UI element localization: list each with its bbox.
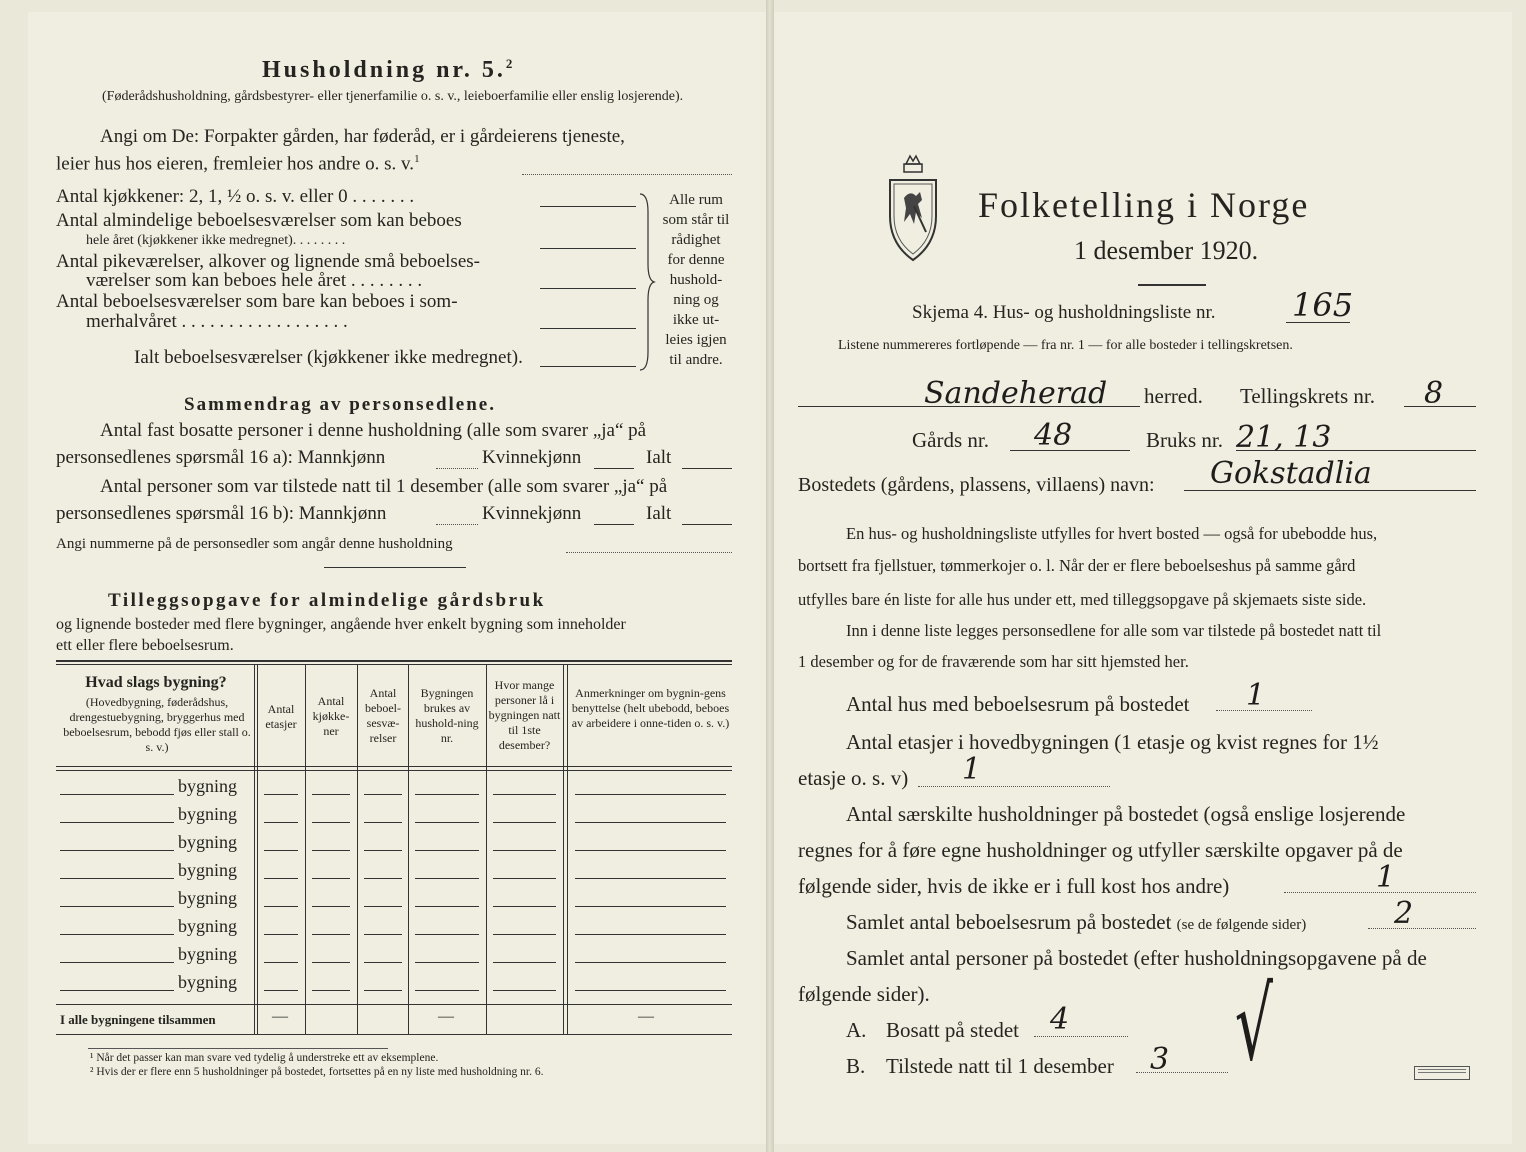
row-label: bygning (178, 888, 238, 908)
th-floors: Antal etasjer (265, 702, 297, 731)
table-cell[interactable] (415, 794, 479, 795)
row-label: bygning (178, 804, 238, 824)
table-cell[interactable] (312, 906, 350, 907)
supplement-note-1: og lignende bosteder med flere bygninger, angående hver enkelt bygning som inneholder (56, 616, 626, 633)
husholdninger-label-1: Antal særskilte husholdninger på bostedet (også enslige losjerende (846, 802, 1406, 826)
summer-rooms-field[interactable] (540, 328, 636, 329)
row-label: bygning (178, 916, 238, 936)
personer-label-2: følgende sider). (798, 982, 930, 1006)
summary-b-male-field[interactable] (436, 524, 478, 525)
rum-value: 2 (1394, 896, 1414, 931)
rooms-summer-cont: merhalvåret . . . . . . . . . . . . . . . . . . (86, 311, 348, 332)
th-building-type-note: (Hovedbygning, føderådshus, drengestuebygning, bryggerhus med beboelsesrum, bebodd fjøs eller stall o. s. v.) (63, 695, 251, 754)
table-cell[interactable] (575, 962, 726, 963)
footnote-2: ² Hvis der er flere enn 5 husholdninger på bostedet, fortsettes på en ny liste med husholdning nr. 6. (90, 1066, 544, 1078)
hus-value: 1 (1246, 678, 1266, 713)
total-floors-dash: — (272, 1008, 288, 1025)
table-cell[interactable] (364, 906, 402, 907)
building-type-field[interactable] (60, 906, 174, 907)
row-label: bygning (178, 860, 238, 880)
census-date: 1 desember 1920. (1074, 236, 1259, 265)
numbers-field[interactable] (566, 552, 732, 553)
herred-label: herred. (1144, 384, 1203, 408)
table-cell[interactable] (364, 934, 402, 935)
form-title: Folketelling i Norge (978, 185, 1310, 225)
a-value: 4 (1050, 1002, 1070, 1037)
rooms-summer: Antal beboelsesværelser som bare kan beboes i som- (56, 291, 458, 312)
row-label: bygning (178, 944, 238, 964)
rum-label: Samlet antal beboelsesrum på bostedet (se de følgende sider) (846, 910, 1307, 934)
table-cell[interactable] (575, 822, 726, 823)
printer-stamp (1414, 1066, 1470, 1080)
rum-field[interactable] (1368, 928, 1476, 929)
bosted-label: Bostedets (gårdens, plassens, villaens) navn: (798, 474, 1155, 496)
a-label: A. (846, 1018, 867, 1042)
husholdninger-label-3: følgende sider, hvis de ikke er i full kost hos andre) (798, 874, 1230, 898)
table-cell[interactable] (415, 934, 479, 935)
summary-b-total-label: Ialt (646, 503, 672, 524)
gards-value: 48 (1034, 418, 1073, 453)
table-cell[interactable] (264, 794, 298, 795)
building-type-field[interactable] (60, 878, 174, 879)
personer-label-1: Samlet antal personer på bostedet (efter husholdningsopgavene på de (846, 946, 1427, 970)
building-type-field[interactable] (60, 962, 174, 963)
summary-b-total-field[interactable] (682, 524, 732, 525)
rooms-maids-cont: værelser som kan beboes hele året . . . . . . . . (86, 270, 423, 291)
summary-a-female-field[interactable] (594, 468, 634, 469)
hus-label: Antal hus med beboelsesrum på bostedet (846, 692, 1190, 716)
table-cell[interactable] (415, 822, 479, 823)
table-cell[interactable] (264, 822, 298, 823)
th-remarks: Anmerkninger om bygnin-gens benyttelse (helt ubebodd, beboes av arbeidere i onne-tiden o. s. v.) (571, 686, 730, 730)
maid-rooms-field[interactable] (540, 288, 636, 289)
schema-label: Skjema 4. Hus- og husholdningsliste nr. (912, 302, 1216, 323)
page-gutter (766, 0, 774, 1152)
table-cell[interactable] (312, 934, 350, 935)
summary-b-line-2: personsedlenes spørsmål 16 b): Mannkjønn (56, 503, 387, 524)
table-cell[interactable] (264, 850, 298, 851)
summary-b-female-field[interactable] (594, 524, 634, 525)
household-question-line-2: leier hus hos eieren, fremleier hos andre o. s. v.$^1$ (56, 153, 420, 175)
building-type-field[interactable] (60, 934, 174, 935)
gards-label: Gårds nr. (912, 428, 989, 452)
table-cell[interactable] (493, 962, 556, 963)
summary-a-male-field[interactable] (436, 468, 478, 469)
household-title: Husholdning nr. 5.$^2$ (262, 56, 516, 83)
household-answer-line[interactable] (522, 174, 732, 175)
list-note: Listene nummereres fortløpende — fra nr. 1 — for alle bosteder i tellingskretsen. (838, 338, 1293, 353)
table-cell[interactable] (415, 990, 479, 991)
title-rule (1138, 284, 1206, 286)
table-cell[interactable] (493, 878, 556, 879)
summary-a-line-1: Antal fast bosatte personer i denne husholdning (alle som svarer „ja“ på (100, 420, 647, 441)
instructions-line-3: utfylles bare én liste for alle hus under ett, med tilleggsopgave på skjemaets siste side. (798, 590, 1367, 609)
total-household-dash: — (438, 1008, 454, 1025)
table-cell[interactable] (493, 850, 556, 851)
table-cell[interactable] (264, 990, 298, 991)
table-cell[interactable] (415, 962, 479, 963)
rooms-ordinary: Antal almindelige beboelsesværelser som kan beboes (56, 210, 462, 231)
summary-b-line-1: Antal personer som var tilstede natt til 1 desember (alle som svarer „ja“ på (100, 476, 668, 497)
table-cell[interactable] (264, 906, 298, 907)
right-page (772, 12, 1512, 1144)
table-cell[interactable] (264, 934, 298, 935)
b-label: B. (846, 1054, 866, 1078)
table-cell[interactable] (312, 822, 350, 823)
table-cell[interactable] (364, 878, 402, 879)
table-cell[interactable] (493, 906, 556, 907)
table-cell[interactable] (312, 794, 350, 795)
table-cell[interactable] (364, 822, 402, 823)
etasjer-field[interactable] (918, 786, 1110, 787)
etasjer-label-1: Antal etasjer i hovedbygningen (1 etasje og kvist regnes for 1½ (846, 730, 1379, 754)
table-cell[interactable] (493, 934, 556, 935)
row-label: bygning (178, 972, 238, 992)
summary-a-total-label: Ialt (646, 447, 672, 468)
table-cell[interactable] (575, 850, 726, 851)
rooms-kitchens: Antal kjøkkener: 2, 1, ½ o. s. v. eller 0 . . . . . . . (56, 186, 415, 207)
table-cell[interactable] (493, 822, 556, 823)
summary-title: Sammendrag av personsedlene. (184, 394, 496, 415)
table-cell[interactable] (415, 878, 479, 879)
row-label: bygning (178, 832, 238, 852)
table-cell[interactable] (493, 794, 556, 795)
rooms-total-field[interactable] (540, 366, 636, 367)
footnote-rule (88, 1048, 388, 1049)
husholdninger-value: 1 (1376, 860, 1396, 895)
th-persons: Hvor mange personer lå i bygningen natt til 1ste desember? (488, 678, 561, 752)
instructions-line-5: 1 desember og for de fraværende som har sitt hjemsted her. (798, 652, 1189, 671)
th-kitchens: Antal kjøkke-ner (312, 694, 350, 738)
table-cell[interactable] (575, 906, 726, 907)
check-mark: √ (1234, 966, 1273, 1083)
numbers-line: Angi nummerne på de personsedler som angår denne husholdning (56, 536, 453, 552)
building-type-field[interactable] (60, 822, 174, 823)
table-cell[interactable] (575, 794, 726, 795)
b-text: Tilstede natt til 1 desember (886, 1054, 1114, 1078)
household-note: (Føderådshusholdning, gårdsbestyrer- eller tjenerfamilie o. s. v., leieboerfamilie eller enslig losjerende). (102, 89, 684, 104)
summary-b-female-label: Kvinnekjønn (482, 503, 582, 524)
herred-value: Sandeherad (924, 376, 1108, 411)
building-type-field[interactable] (60, 850, 174, 851)
footnote-1: ¹ Når det passer kan man svare ved tydelig å understreke ett av eksemplene. (90, 1052, 439, 1064)
tellingskrets-label: Tellingskrets nr. (1240, 384, 1376, 408)
a-field[interactable] (1034, 1036, 1128, 1037)
total-row-label: I alle bygningene tilsammen (60, 1012, 216, 1027)
table-cell[interactable] (364, 990, 402, 991)
left-page (28, 12, 768, 1144)
table-cell[interactable] (264, 962, 298, 963)
supplement-title: Tilleggsopgave for almindelige gårdsbruk (108, 590, 546, 611)
table-cell[interactable] (493, 990, 556, 991)
table-cell[interactable] (575, 990, 726, 991)
summary-a-female-label: Kvinnekjønn (482, 447, 582, 468)
th-household-nr: Bygningen brukes av hushold-ning nr. (415, 686, 479, 745)
coat-of-arms-icon (884, 152, 942, 264)
th-building-type: Hvad slags bygning? (85, 674, 227, 691)
kitchens-field[interactable] (540, 206, 636, 207)
divider (324, 567, 466, 568)
husholdninger-label-2: regnes for å føre egne husholdninger og utfyller særskilte opgaver på de (798, 838, 1403, 862)
table-cell[interactable] (312, 878, 350, 879)
table-cell[interactable] (415, 850, 479, 851)
bruks-label: Bruks nr. (1146, 428, 1224, 452)
rooms-ordinary-cont: hele året (kjøkkener ikke medregnet). . . . . . . . (86, 233, 346, 248)
row-label: bygning (178, 776, 238, 796)
table-cell[interactable] (575, 878, 726, 879)
etasjer-label-2: etasje o. s. v) (798, 766, 909, 790)
side-note: Alle rum som står til rådighet for denne hushold- ning og ikke ut- leies igjen til andre. (662, 192, 730, 368)
supplement-note-2: ett eller flere beboelsesrum. (56, 637, 234, 654)
summary-a-total-field[interactable] (682, 468, 732, 469)
table-cell[interactable] (312, 990, 350, 991)
table-cell[interactable] (575, 934, 726, 935)
instructions-line-4: Inn i denne liste legges personsedlene for alle som var tilstede på bostedet natt til (846, 621, 1382, 640)
building-type-field[interactable] (60, 794, 174, 795)
b-value: 3 (1150, 1042, 1170, 1077)
side-note-brace (636, 192, 656, 372)
bruks-value: 21, 13 (1236, 420, 1332, 455)
schema-nr-value: 165 (1292, 286, 1354, 324)
ordinary-rooms-field[interactable] (540, 248, 636, 249)
th-rooms: Antal beboel-sesvæ-relser (365, 686, 401, 745)
total-remarks-dash: — (638, 1008, 654, 1025)
table-cell[interactable] (312, 962, 350, 963)
building-type-field[interactable] (60, 990, 174, 991)
table-cell[interactable] (364, 850, 402, 851)
tellingskrets-value: 8 (1424, 376, 1444, 411)
rooms-total: Ialt beboelsesværelser (kjøkkener ikke medregnet). (134, 347, 523, 368)
household-question-line-1: Angi om De: Forpakter gården, har føderåd, er i gårdeierens tjeneste, (100, 126, 625, 147)
etasjer-value: 1 (962, 752, 982, 787)
table-cell[interactable] (264, 878, 298, 879)
a-text: Bosatt på stedet (886, 1018, 1019, 1042)
table-cell[interactable] (415, 906, 479, 907)
rooms-maids: Antal pikeværelser, alkover og lignende små beboelses- (56, 251, 480, 272)
instructions-line-2: bortsett fra fjellstuer, tømmerkojer o. l. Når der er flere beboelseshus på samme gård (798, 556, 1356, 575)
summary-a-line-2: personsedlenes spørsmål 16 a): Mannkjønn (56, 447, 386, 468)
bosted-value: Gokstadlia (1210, 456, 1372, 491)
table-cell[interactable] (312, 850, 350, 851)
table-cell[interactable] (364, 794, 402, 795)
table-cell[interactable] (364, 962, 402, 963)
instructions-line-1: En hus- og husholdningsliste utfylles for hvert bosted — også for ubebodde hus, (846, 524, 1378, 543)
